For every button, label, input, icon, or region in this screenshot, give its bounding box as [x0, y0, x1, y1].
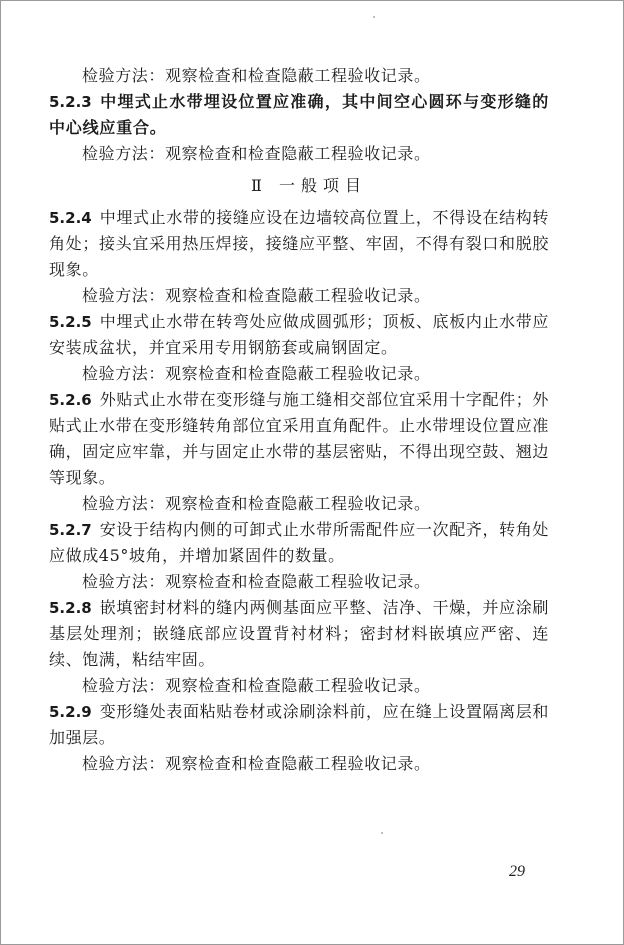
clause-5-2-3 — [49, 89, 549, 141]
inspection-method-line: 检验方法：观察检查和检查隐蔽工程验收记录。 — [82, 494, 431, 513]
clause-number: 5.2.6 — [49, 391, 92, 409]
inspection-method-line: 检验方法：观察检查和检查隐蔽工程验收记录。 — [82, 286, 431, 305]
clause-number: 5.2.3 — [49, 93, 92, 111]
clause-text: 安设于结构内侧的可卸式止水带所需配件应一次配齐，转角处应做成45°坡角，并增加紧固件的数量。 — [49, 520, 549, 565]
clause-5-2-6 — [49, 387, 549, 491]
inspection-method-line: 检验方法：观察检查和检查隐蔽工程验收记录。 — [82, 676, 431, 695]
scan-speck — [381, 832, 383, 834]
clause-text: 中埋式止水带的接缝应设在边墙较高位置上，不得设在结构转角处；接头宜采用热压焊接，接缝应平整、牢固，不得有裂口和脱胶现象。 — [49, 208, 549, 279]
clause-number: 5.2.5 — [49, 313, 92, 331]
inspection-method-line: 检验方法：观察检查和检查隐蔽工程验收记录。 — [82, 572, 431, 591]
clause-5-2-5 — [49, 309, 549, 361]
page-number: 29 — [509, 863, 525, 880]
clause-number: 5.2.4 — [49, 209, 92, 227]
clause-5-2-7 — [49, 517, 549, 569]
clause-text: 中埋式止水带埋设位置应准确，其中间空心圆环与变形缝的中心线应重合。 — [49, 92, 549, 137]
clause-5-2-4 — [49, 205, 549, 283]
clause-number: 5.2.8 — [49, 599, 92, 617]
clause-text: 外贴式止水带在变形缝与施工缝相交部位宜采用十字配件；外贴式止水带在变形缝转角部位宜采用直角配件。止水带埋设位置应准确，固定应牢靠，并与固定止水带的基层密贴，不得出现空鼓、翘边等现象。 — [49, 390, 549, 487]
clause-number: 5.2.7 — [49, 521, 92, 539]
page-body — [49, 63, 549, 777]
inspection-method-line: 检验方法：观察检查和检查隐蔽工程验收记录。 — [82, 754, 431, 773]
clause-number: 5.2.9 — [49, 703, 92, 721]
inspection-method-line: 检验方法：观察检查和检查隐蔽工程验收记录。 — [82, 364, 431, 383]
section-heading: Ⅱ 一般项目 — [251, 176, 367, 195]
inspection-method-line: 检验方法：观察检查和检查隐蔽工程验收记录。 — [82, 144, 431, 163]
clause-5-2-9 — [49, 699, 549, 751]
clause-text: 嵌填密封材料的缝内两侧基面应平整、洁净、干燥，并应涂刷基层处理剂；嵌缝底部应设置背衬材料；密封材料嵌填应严密、连续、饱满，粘结牢固。 — [49, 598, 549, 669]
clause-text: 中埋式止水带在转弯处应做成圆弧形；顶板、底板内止水带应安装成盆状，并宜采用专用钢筋套或扁钢固定。 — [49, 312, 549, 357]
clause-5-2-8 — [49, 595, 549, 673]
scan-speck — [373, 16, 375, 18]
inspection-method-line: 检验方法：观察检查和检查隐蔽工程验收记录。 — [82, 66, 431, 85]
clause-text: 变形缝处表面粘贴卷材或涂刷涂料前，应在缝上设置隔离层和加强层。 — [49, 702, 549, 747]
